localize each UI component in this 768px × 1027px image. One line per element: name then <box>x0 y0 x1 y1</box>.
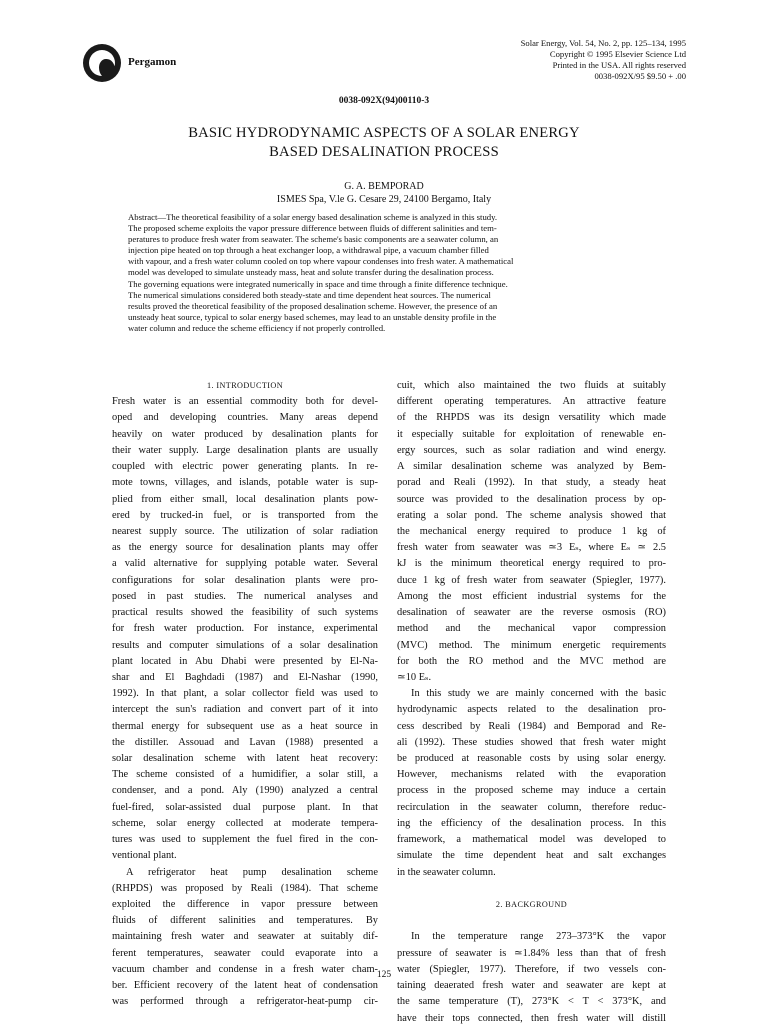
text-line: different operating temperatures. An attractive feature <box>397 396 666 408</box>
text-line: fluids of different salinities and temperatures. By <box>112 915 378 927</box>
author-affiliation: ISMES Spa, V.le G. Cesare 29, 24100 Bergamo, Italy <box>276 194 492 205</box>
text-line: for both the RO method and the MVC method are <box>397 655 666 667</box>
publisher-logo <box>83 44 121 82</box>
right-column <box>397 378 666 1027</box>
text-line: plant located in Abu Dhabi were presented by El-Na- <box>112 655 378 667</box>
abstract-line: unsteady heat source, typical to solar energy based schemes, may lead to an unstable density profile in the <box>128 311 497 322</box>
text-line: vacuum chamber and condense in a fresh water cham- <box>112 963 378 975</box>
text-line: (MVC) method. The minimum energetic requirements <box>397 639 666 651</box>
text-line: of the RHPDS was its design versatility which made <box>397 412 666 424</box>
text-line: Among the most efficient industrial systems for the <box>397 590 666 602</box>
text-line: In this study we are mainly concerned with the basic <box>411 688 666 700</box>
text-line: Fresh water is an essential commodity both for devel- <box>112 396 378 408</box>
text-line: simulate the time dependent heat and salt exchanges <box>397 850 666 862</box>
text-line: The scheme consisted of a humidifier, a solar still, a <box>112 769 378 781</box>
text-line: heavily on water produced by desalination plants for <box>112 428 378 440</box>
abstract-line: peratures to produce fresh water from seawater. The scheme's basic components are a seawater column, an <box>128 234 499 245</box>
text-line: ing the efficiency of the desalination process. In this <box>397 817 666 829</box>
text-line: solar desalination scheme with latent heat recovery: <box>112 753 378 765</box>
text-line: hydrodynamic aspects related to the desalination pro- <box>397 704 666 716</box>
abstract-line: Abstract—The theoretical feasibility of a solar energy based desalination scheme is analyzed in this study. <box>128 212 498 222</box>
text-line: the mechanical energy required to produce 1 kg of <box>397 525 666 537</box>
text-line: fuel-fired, solar-assisted dual purpose plant. In that <box>112 801 378 813</box>
publisher-name: Pergamon <box>128 56 177 68</box>
text-line: the distiller. Assouad and Lavan (1988) presented a <box>112 736 378 748</box>
text-line: duce 1 kg of fresh water from seawater (Spiegler, 1977). <box>397 574 666 586</box>
text-line: ventional plant. <box>112 850 177 862</box>
text-line: it especially suitable for exploitation of renewable en- <box>397 428 666 440</box>
abstract-line: results proved the theoretical feasibility of the proposed desalination scheme. However, the presence of an <box>128 300 498 311</box>
text-line: In the temperature range 273–373°K the vapor <box>411 931 666 943</box>
abstract-line: The governing equations were integrated numerically in space and time through a finite difference technique. <box>128 278 508 289</box>
text-line: source was provided to the desalination process by op- <box>397 493 666 505</box>
text-line: fresh water from seawater was ≃3 Eₛ, where Eₛ ≃ 2.5 <box>397 542 666 554</box>
text-line: nearest supply source. The utilization of solar radiation <box>112 525 378 537</box>
abstract-line: The numerical simulations considered both steady-state and time dependent heat sources. The numerical <box>128 289 491 300</box>
abstract <box>128 212 644 334</box>
abstract-line: water column and reduce the scheme efficiency if not properly controlled. <box>128 322 386 333</box>
text-line: scheme, solar energy collected at moderate tempera- <box>112 817 378 829</box>
text-line: tures was used to supplement the fuel fired in the con- <box>112 834 378 846</box>
paper-title <box>0 124 768 162</box>
journal-line: Solar Energy, Vol. 54, No. 2, pp. 125–134, 1995 <box>520 38 686 48</box>
text-line: shar and El Baghdadi (1987) and El-Nashar (1990, <box>112 671 378 683</box>
title-line: BASED DESALINATION PROCESS <box>269 144 499 160</box>
page-number: 125 <box>376 970 392 980</box>
journal-line: 0038-092X/95 $9.50 + .00 <box>594 71 686 81</box>
text-line: the same temperature (T), 273°K < T < 373°K, and <box>397 996 666 1008</box>
doi: 0038-092X(94)00110-3 <box>338 96 430 106</box>
author-name: G. A. BEMPORAD <box>344 181 424 192</box>
text-line: A similar desalination scheme was analyzed by Bem- <box>397 461 666 473</box>
text-line: plied from either small, local desalination plants pow- <box>112 493 378 505</box>
text-line: ered by trucked-in fuel, or is transported from the <box>112 509 378 521</box>
text-line: kJ is the minimum theoretical energy required to pro- <box>397 558 666 570</box>
text-line: condenser, and a pond. Aly (1990) analyzed a central <box>112 785 378 797</box>
text-line: have their tops connected, then fresh water will distill <box>397 1012 666 1024</box>
text-line: cess described by Reali (1984) and Bemporad and Re- <box>397 720 666 732</box>
text-line: However, mechanisms related with the evaporation <box>397 769 666 781</box>
text-line: be produced at reasonable costs by using solar energy. <box>397 753 666 765</box>
text-line: ergy sources, such as solar radiation and wind energy. <box>397 444 666 456</box>
abstract-line: The proposed scheme exploits the vapor pressure difference between fluids of different salinities and tem- <box>128 223 497 234</box>
abstract-line: injection pipe heated on top through a heat exchanger loop, a withdrawal pipe, a vacuum chamber filled <box>128 245 489 256</box>
text-line: recirculation in the seawater column, therefore reduc- <box>397 801 666 813</box>
text-line: water (Spiegler, 1977). Therefore, if two vessels con- <box>397 963 666 975</box>
journal-info <box>521 38 686 82</box>
text-line: configurations for solar desalination plants were pro- <box>112 574 378 586</box>
section-heading: 2. BACKGROUND <box>495 900 568 909</box>
text-line: their water supply. Large desalination plants are usually <box>112 444 378 456</box>
text-line: framework, a mathematical model was developed to <box>397 834 666 846</box>
left-column <box>112 378 378 1011</box>
text-line: intercept the sun's radiation and convert part of it into <box>112 704 378 716</box>
text-line: erating a solar pond. The scheme analysis showed that <box>397 509 666 521</box>
abstract-line: model was developed to simulate unsteady mass, heat and solute transfer during the desalination process. <box>128 267 494 278</box>
abstract-line: with vapour, and a fresh water column cooled on top where vapour condenses into fresh water. A mathematical <box>128 256 514 267</box>
text-line: pressure of seawater is ≃1.84% less than that of fresh <box>397 947 666 959</box>
text-line: in the seawater column. <box>397 866 496 878</box>
text-line: thermal energy for subsequent use as a heat source in <box>112 720 378 732</box>
text-line: as the energy source for desalination plants may offer <box>112 542 378 554</box>
text-line: practical results showed the feasibility of such systems <box>112 607 378 619</box>
text-line: method and the mechanical vapor compression <box>397 623 666 635</box>
text-line: results and computer simulations of a solar desalination <box>112 639 378 651</box>
text-line: was performed through a refrigerator-heat-pump cir- <box>112 996 378 1008</box>
title-line: BASIC HYDRODYNAMIC ASPECTS OF A SOLAR ENERGY <box>188 125 580 141</box>
text-line: ber. Efficient recovery of the latent heat of condensation <box>112 980 378 992</box>
text-line: exploited the difference in vapor pressure between <box>112 899 378 910</box>
author-block <box>0 180 768 206</box>
text-line: oped and developing countries. Many areas depend <box>112 412 378 424</box>
journal-line: Printed in the USA. All rights reserved <box>552 60 686 70</box>
text-line: 1992). In that plant, a solar collector field was used to <box>112 688 378 700</box>
journal-line: Copyright © 1995 Elsevier Science Ltd <box>549 49 686 59</box>
text-line: posed in past studies. The numerical analyses and <box>112 590 378 602</box>
section-heading: 1. INTRODUCTION <box>206 381 284 390</box>
text-line: porad and Reali (1992). In that study, a steady heat <box>397 477 666 489</box>
text-line: cuit, which also maintained the two fluids at suitably <box>397 380 666 391</box>
text-line: taining deaerated fresh water and seawater are kept at <box>397 980 666 992</box>
text-line: A refrigerator heat pump desalination scheme <box>126 866 378 878</box>
text-line <box>397 913 666 929</box>
text-line: desalination of seawater are the reverse osmosis (RO) <box>397 607 666 619</box>
text-line: ferent temperatures, seawater could evaporate into a <box>112 947 378 959</box>
text-line: coupled with electric power generating plants. In re- <box>112 461 378 473</box>
text-line: process in the proposed scheme may induce a certain <box>397 785 666 797</box>
text-line: ali (1992). These studies showed that fresh water might <box>397 736 666 748</box>
text-line: maintaining fresh water and seawater at suitably dif- <box>112 931 378 943</box>
text-line: (RHPDS) was proposed by Reali (1984). That scheme <box>112 882 378 894</box>
text-line: a valid alternative for supplying potable water. Several <box>112 558 378 570</box>
text-line: mote towns, villages, and islands, potable water is sup- <box>112 477 378 489</box>
text-line <box>397 881 666 897</box>
text-line: for fresh water production. For instance, experimental <box>112 623 378 635</box>
text-line: ≃10 Eₛ. <box>397 671 432 683</box>
